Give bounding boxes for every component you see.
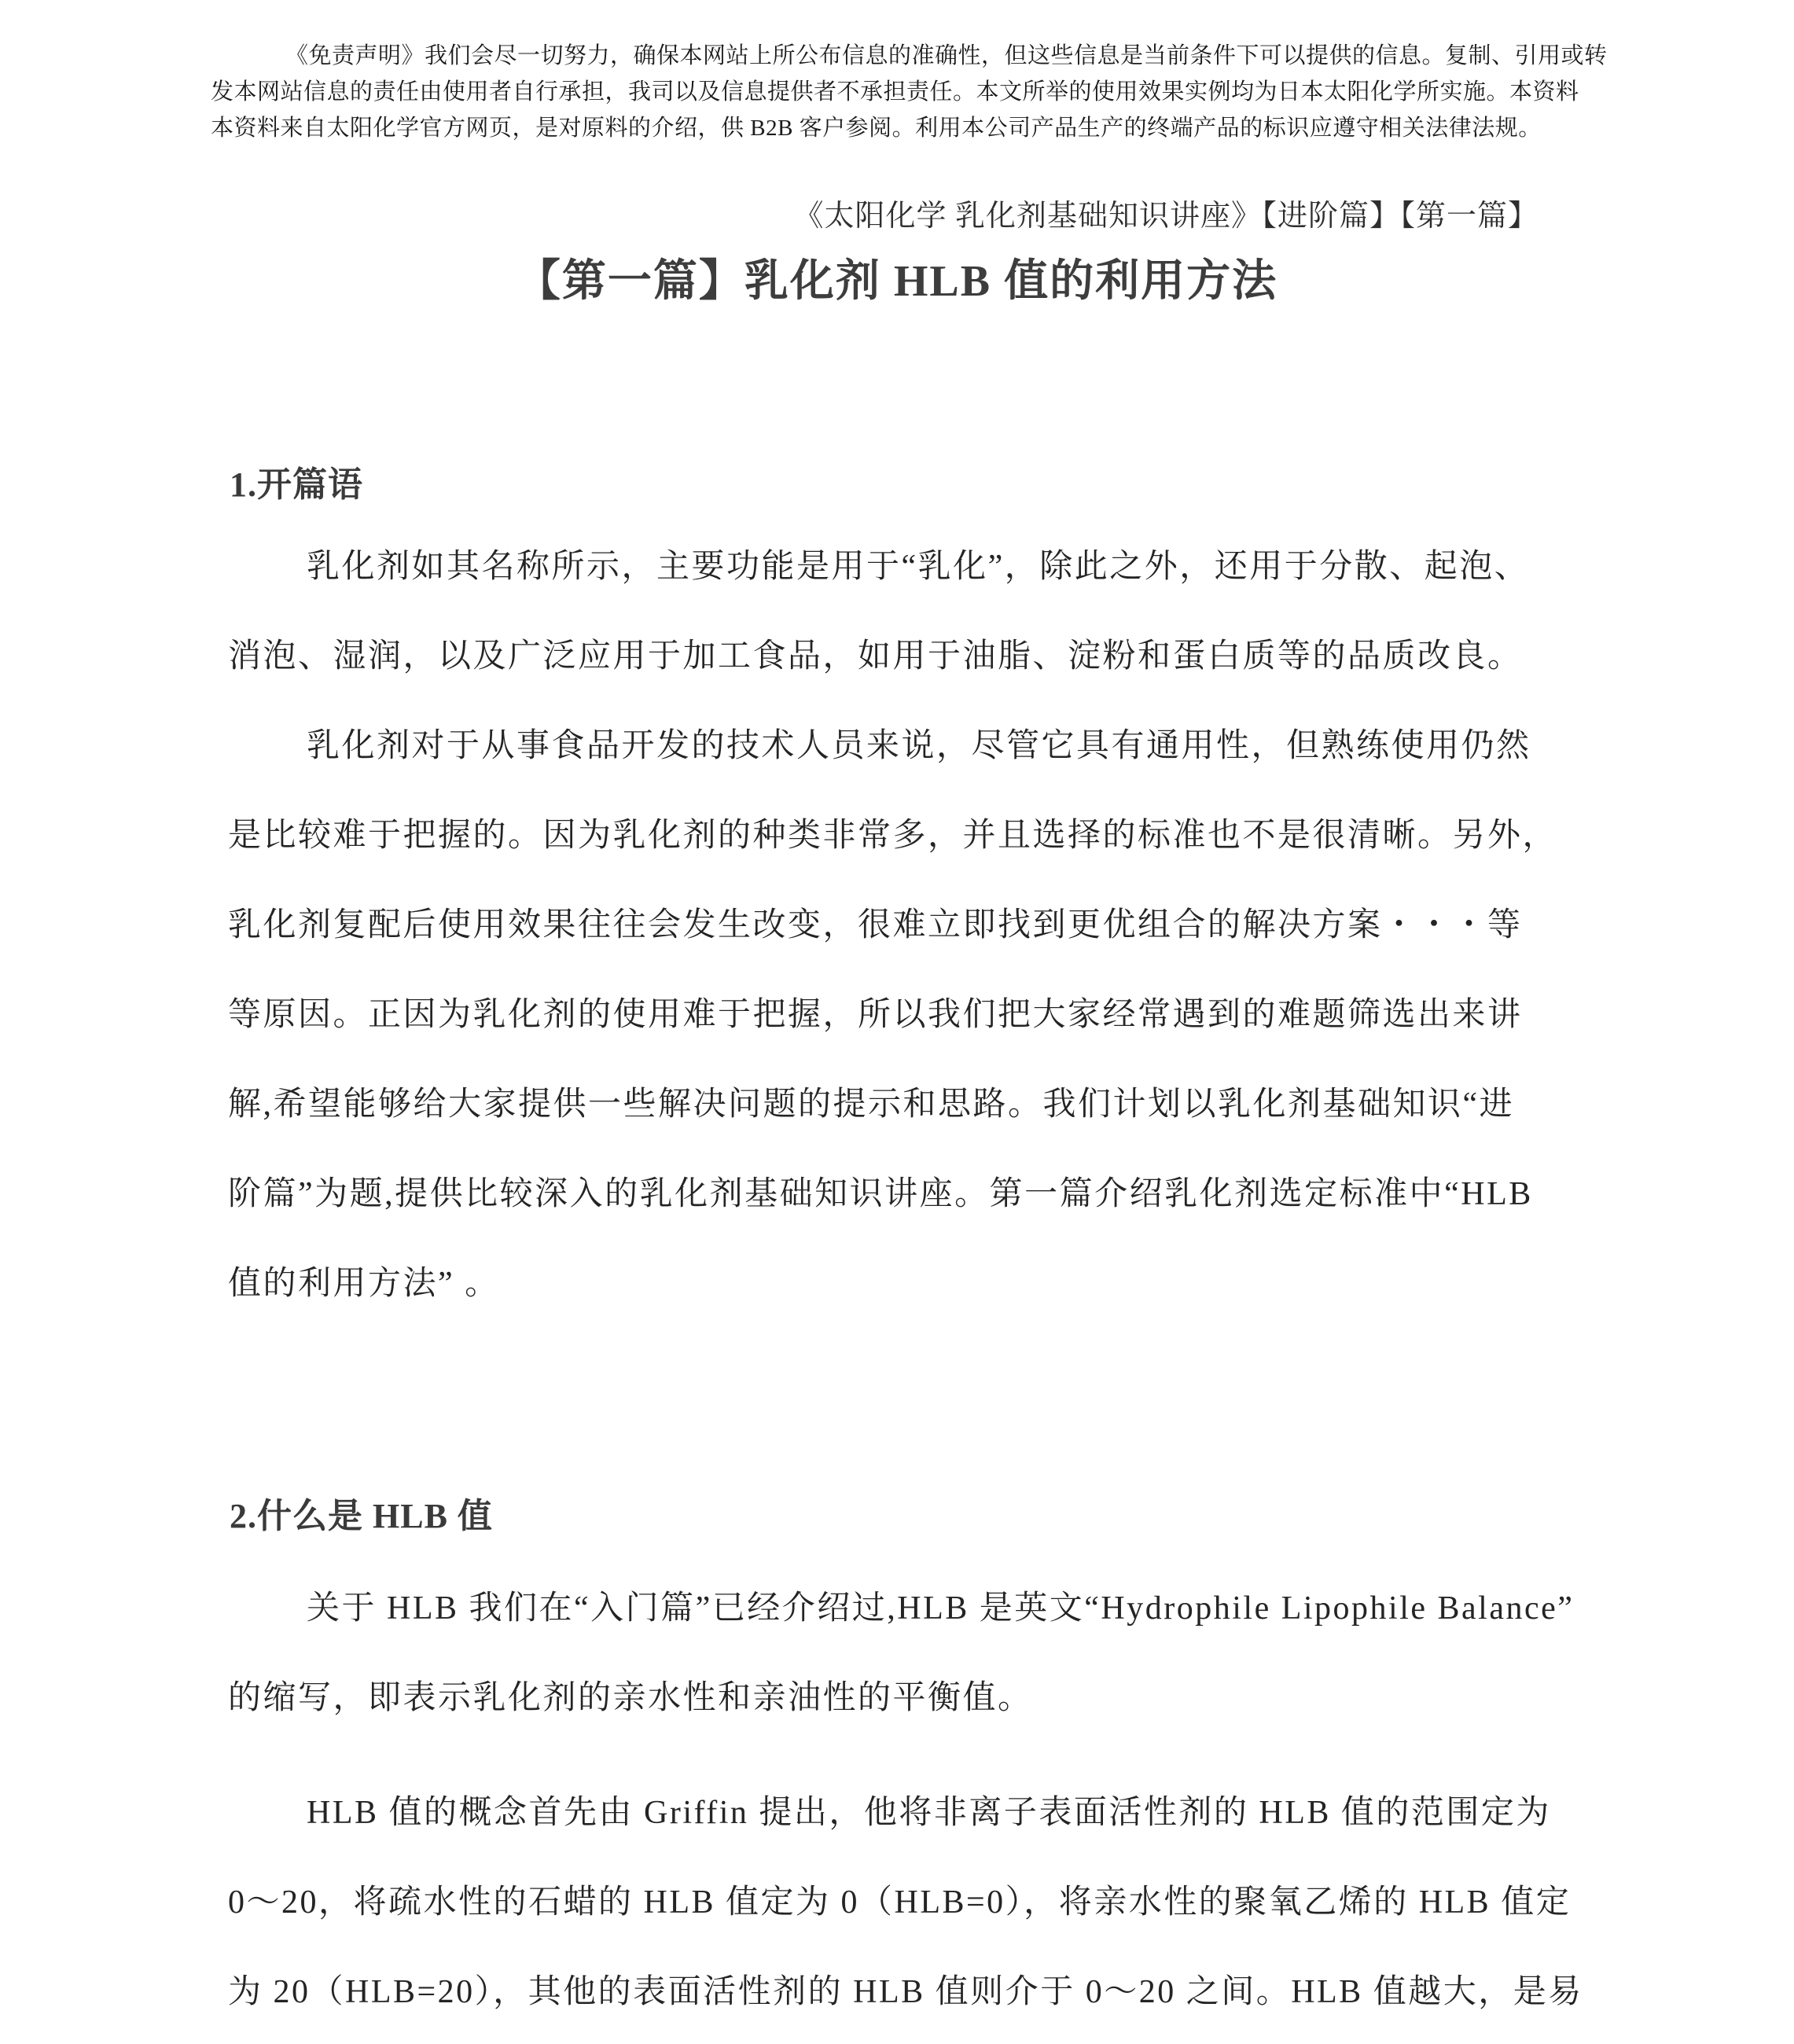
paragraph <box>228 701 1583 1329</box>
paragraph-line: HLB 值的概念首先由 Griffin 提出，他将非离子表面活性剂的 HLB 值的范围定为 <box>307 1795 1551 1831</box>
paragraph <box>228 522 1583 701</box>
section-heading-intro: 1.开篇语 <box>230 465 363 504</box>
paragraph-line: 等原因。正因为乳化剂的使用难于把握，所以我们把大家经常遇到的难题筛选出来讲 <box>228 997 1523 1033</box>
paragraph-line: 解,希望能够给大家提供一些解决问题的提示和思路。我们计划以乳化剂基础知识“进 <box>228 1086 1515 1123</box>
paragraph-line: 是比较难于把握的。因为乳化剂的种类非常多，并且选择的标准也不是很清晰。另外， <box>228 818 1558 854</box>
disclaimer-line: 本资料来自太阳化学官方网页，是对原料的介绍，供 B2B 客户参阅。利用本公司产品生产的终端产品的标识应遵守相关法律法规。 <box>211 116 1542 141</box>
paragraph-line: 乳化剂如其名称所示，主要功能是用于“乳化”，除此之外，还用于分散、起泡、 <box>307 549 1530 585</box>
disclaimer-line: 发本网站信息的责任由使用者自行承担，我司以及信息提供者不承担责任。本文所举的使用效果实例均为日本太阳化学所实施。本资料 <box>211 79 1579 105</box>
page-title: 【第一篇】乳化剂 HLB 值的利用方法 <box>516 257 1278 306</box>
section-heading-what-is-hlb: 2.什么是 HLB 值 <box>230 1497 493 1535</box>
paragraph-line: 的缩写，即表示乳化剂的亲水性和亲油性的平衡值。 <box>228 1680 1033 1716</box>
paragraph-line: 乳化剂复配后使用效果往往会发生改变，很难立即找到更优组合的解决方案・・・等 <box>228 907 1523 943</box>
paragraph-line: 乳化剂对于从事食品开发的技术人员来说，尽管它具有通用性，但熟练使用仍然 <box>307 728 1531 764</box>
paragraph-line: 阶篇”为题,提供比较深入的乳化剂基础知识讲座。第一篇介绍乳化剂选定标准中“HLB <box>228 1176 1533 1212</box>
disclaimer-line: 《免责声明》我们会尽一切努力，确保本网站上所公布信息的准确性，但这些信息是当前条件下可以提供的信息。复制、引用或转 <box>285 43 1608 68</box>
paragraph-line: 为 20（HLB=20），其他的表面活性剂的 HLB 值则介于 0～20 之间。HLB 值越大，是易 <box>228 1974 1583 2010</box>
paragraph-line: 关于 HLB 我们在“入门篇”已经介绍过,HLB 是英文“Hydrophile Lipophile Balance” <box>307 1590 1575 1627</box>
paragraph-line: 0～20，将疏水性的石蜡的 HLB 值定为 0（HLB=0），将亲水性的聚氧乙烯的 HLB 值定 <box>228 1884 1572 1921</box>
paragraph <box>228 1768 1583 2037</box>
disclaimer <box>211 38 1608 146</box>
paragraph <box>228 1564 1583 1743</box>
series-title: 《太阳化学 乳化剂基础知识讲座》【进阶篇】【第一篇】 <box>793 200 1539 233</box>
paragraph-line: 消泡、湿润，以及广泛应用于加工食品，如用于油脂、淀粉和蛋白质等的品质改良。 <box>228 638 1523 675</box>
paragraph-line: 值的利用方法” 。 <box>228 1266 500 1302</box>
